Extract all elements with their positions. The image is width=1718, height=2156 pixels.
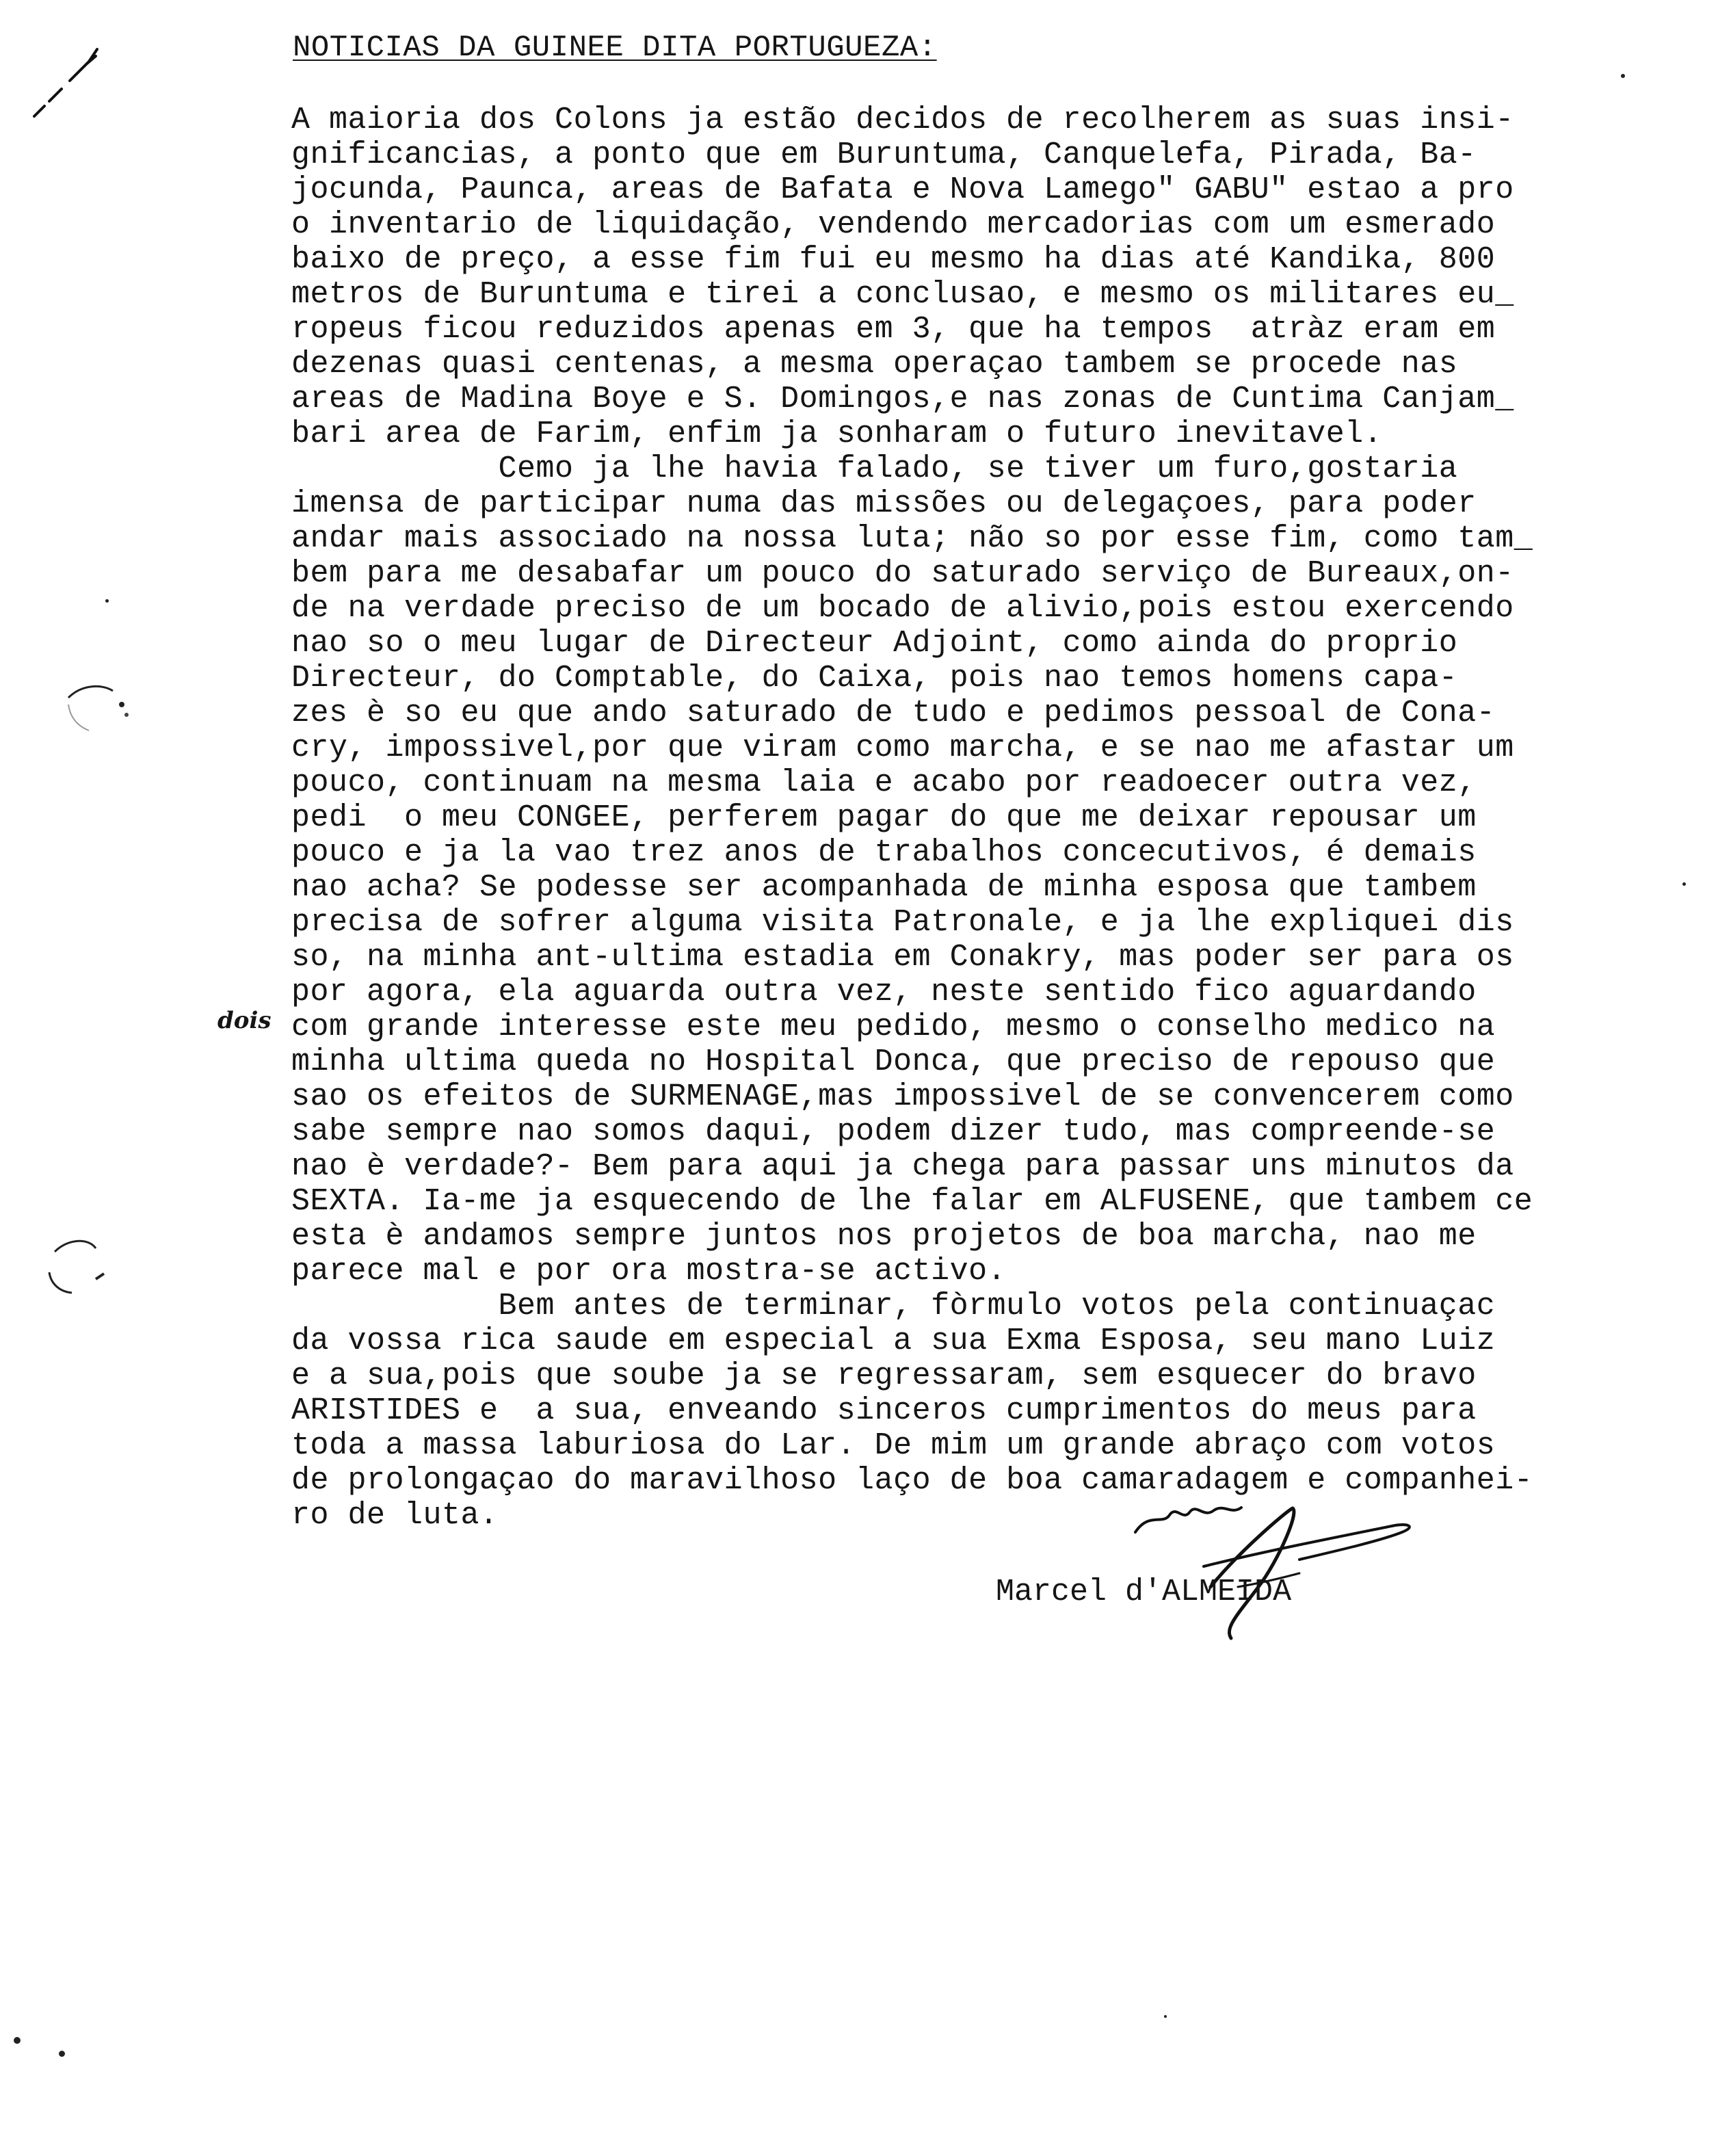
body-line: cry, impossivel,por que viram como marcha, e se nao me afastar um [291,731,1514,765]
body-line: de na verdade preciso de um bocado de alivio,pois estou exercendo [291,591,1514,626]
body-line: da vossa rica saude em especial a sua Exma Esposa, seu mano Luiz [291,1324,1496,1358]
body-line: pouco, continuam na mesma laia e acabo por readoecer outra vez, [291,765,1477,800]
punch-hole-mark-icon [62,677,144,759]
letter-title: NOTICIAS DA GUINEE DITA PORTUGUEZA: [293,31,937,65]
ink-speck [59,2051,65,2057]
body-line: nao è verdade?- Bem para aqui ja chega para passar uns minutos da [291,1149,1514,1184]
body-line: imensa de participar numa das missões ou delegaçoes, para poder [291,486,1477,521]
body-line: andar mais associado na nossa luta; não so por esse fim, como tam_ [291,521,1533,556]
body-line: com grande interesse este meu pedido, mesmo o conselho medico na [291,1010,1496,1044]
body-line: zes è so eu que ando saturado de tudo e pedimos pessoal de Cona- [291,696,1496,731]
body-line: Directeur, do Comptable, do Caixa, pois nao temos homens capa- [291,661,1458,696]
body-line: ro de luta. [291,1498,499,1533]
body-line: nao acha? Se podesse ser acompanhada de minha esposa que tambem [291,870,1477,905]
body-line: Bem antes de terminar, fòrmulo votos pela continuaçac [291,1289,1496,1324]
body-line: jocunda, Paunca, areas de Bafata e Nova Lamego" GABU" estao a pro [291,172,1514,207]
body-line: precisa de sofrer alguma visita Patronale, e ja lhe expliquei dis [291,905,1514,940]
body-line: por agora, ela aguarda outra vez, neste sentido fico aguardando [291,975,1477,1010]
body-line: minha ultima queda no Hospital Donca, que preciso de repouso que [291,1044,1496,1079]
body-line: nao so o meu lugar de Directeur Adjoint, como ainda do proprio [291,626,1458,661]
body-line: toda a massa laburiosa do Lar. De mim um grande abraço com votos [291,1428,1496,1463]
body-line: gnificancias, a ponto que em Buruntuma, Canquelefa, Pirada, Ba- [291,137,1477,172]
ink-speck [1621,74,1625,78]
body-line: pedi o meu CONGEE, perferem pagar do que me deixar repousar um [291,800,1477,835]
body-line: dezenas quasi centenas, a mesma operaçao tambem se procede nas [291,347,1458,382]
body-line: bem para me desabafar um pouco do saturado serviço de Bureaux,on- [291,556,1514,591]
body-line: Cemo ja lhe havia falado, se tiver um furo,gostaria [291,451,1458,486]
ink-speck [14,2037,21,2044]
body-line: esta è andamos sempre juntos nos projetos de boa marcha, nao me [291,1219,1477,1254]
ink-speck [1682,882,1686,886]
body-line: e a sua,pois que soube ja se regressaram, sem esquecer do bravo [291,1358,1477,1393]
body-line: metros de Buruntuma e tirei a conclusao, e mesmo os militares eu_ [291,277,1514,312]
body-line: sabe sempre nao somos daqui, podem dizer tudo, mas compreende-se [291,1114,1496,1149]
handwritten-signature-icon [1122,1484,1436,1642]
ink-speck [1164,2015,1167,2018]
ink-speck [105,599,109,603]
body-line: baixo de preço, a esse fim fui eu mesmo ha dias até Kandika, 800 [291,242,1496,277]
body-line: SEXTA. Ia-me ja esquecendo de lhe falar em ALFUSENE, que tambem ce [291,1184,1533,1219]
body-line: so, na minha ant-ultima estadia em Conakry, mas poder ser para os [291,940,1514,975]
body-line: sao os efeitos de SURMENAGE,mas impossivel de se convencerem como [291,1079,1514,1114]
typed-signature: Marcel d'ALMEIDA [996,1575,1292,1609]
body-line: ropeus ficou reduzidos apenas em 3, que ha tempos atràz eram em [291,312,1496,347]
pen-mark-icon [21,41,109,123]
body-line: A maioria dos Colons ja estão decidos de recolherem as suas insi- [291,103,1514,137]
body-line: ARISTIDES e a sua, enveando sinceros cumprimentos do meus para [291,1393,1477,1428]
body-line: areas de Madina Boye e S. Domingos,e nas zonas de Cuntima Canjam_ [291,382,1514,417]
body-line: bari area de Farim, enfim ja sonharam o futuro inevitavel. [291,417,1383,451]
body-line: pouco e ja la vao trez anos de trabalhos concecutivos, é demais [291,835,1477,870]
body-line: o inventario de liquidação, vendendo mercadorias com um esmerado [291,207,1496,242]
letter-body [291,103,1673,1533]
body-line: parece mal e por ora mostra-se activo. [291,1254,1007,1289]
handwritten-margin-note: dois [217,1007,272,1034]
body-line: de prolongaçao do maravilhoso laço de boa camaradagem e companhei- [291,1463,1533,1498]
punch-hole-mark-icon [41,1231,123,1313]
